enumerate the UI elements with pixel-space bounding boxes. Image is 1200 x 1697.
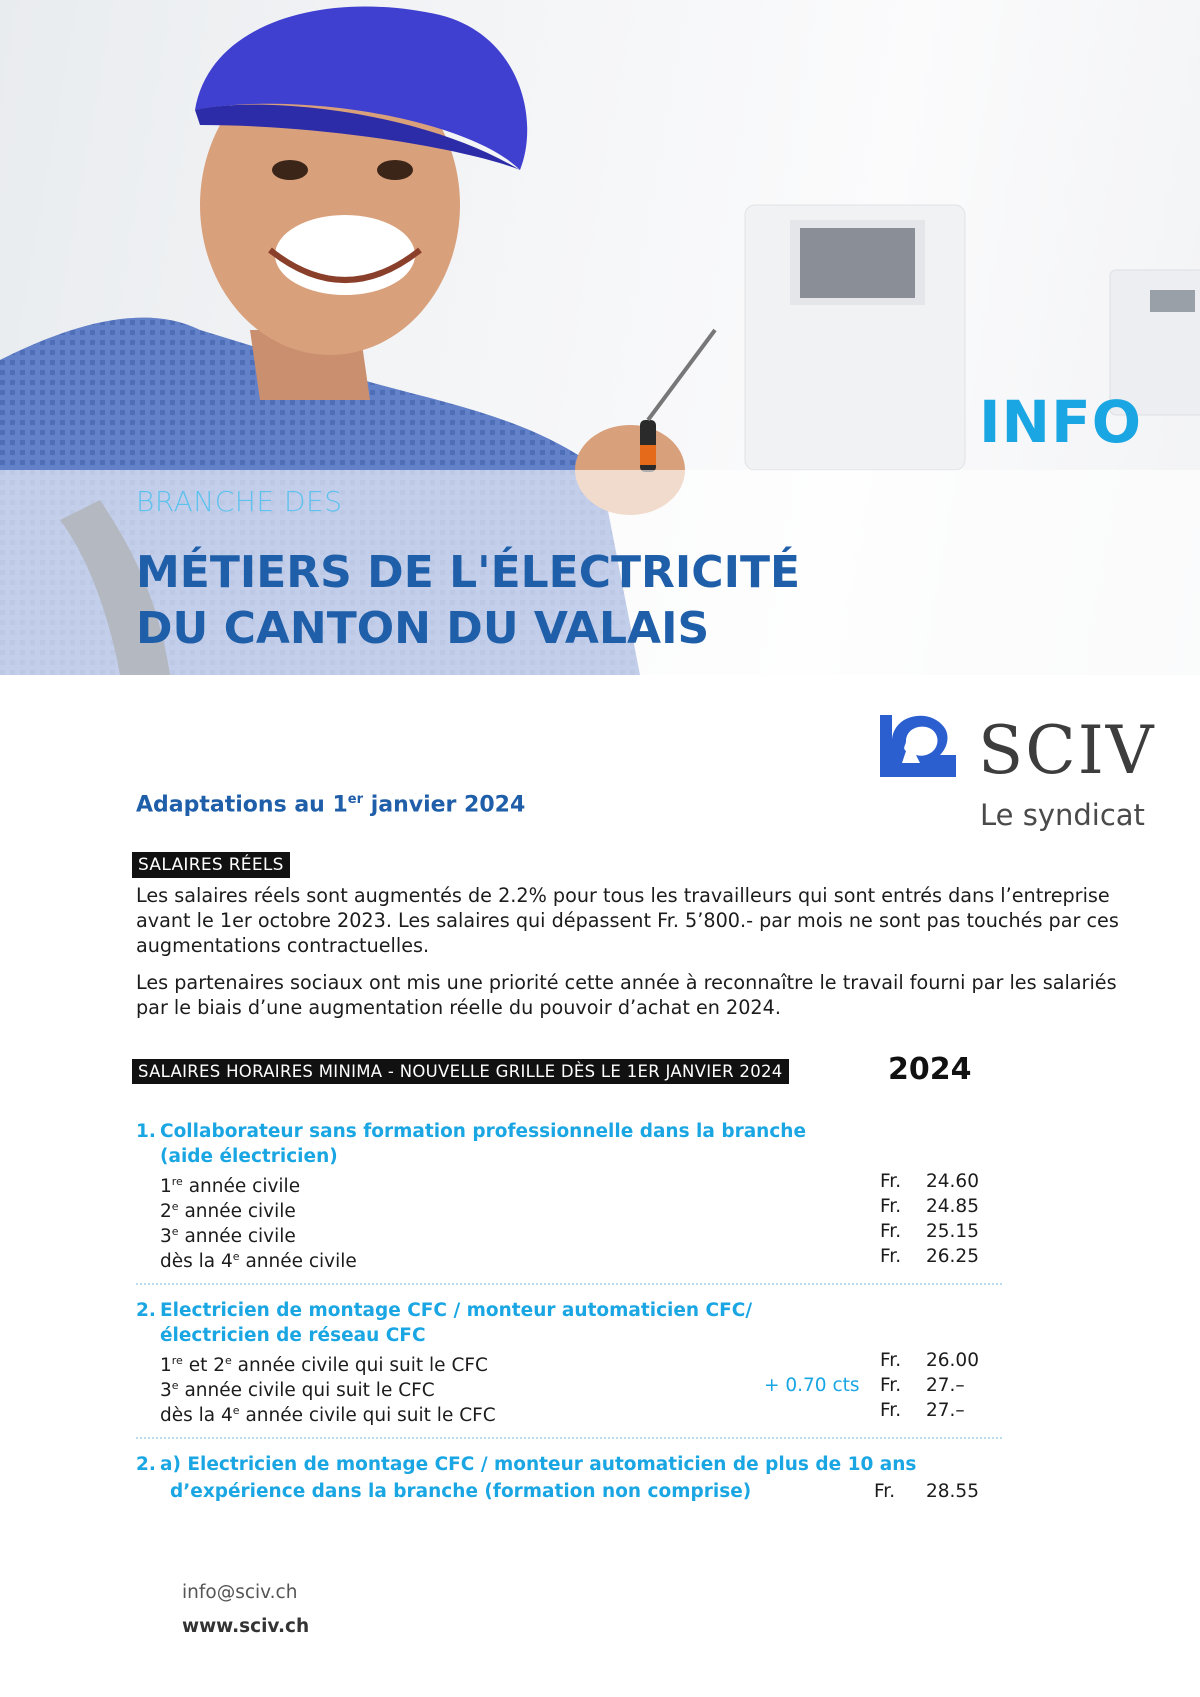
row-currency: Fr.	[880, 1400, 902, 1421]
row-label-sup: e	[171, 1225, 179, 1238]
section-1-title	[136, 1119, 1006, 1169]
adaptations-prefix: Adaptations au 1	[136, 792, 348, 818]
section-2-number: 2.	[136, 1300, 156, 1321]
logo-tagline: Le syndicat	[980, 798, 1145, 832]
row-currency: Fr.	[880, 1196, 902, 1217]
hero-photo	[0, 0, 1200, 675]
table-row	[136, 1398, 1006, 1427]
row-label-sup: re	[171, 1354, 183, 1367]
footer-email-link[interactable]: info@sciv.ch	[182, 1582, 298, 1603]
grid-year: 2024	[888, 1052, 972, 1087]
row-label-pre: 3	[160, 1226, 172, 1248]
salaires-reels-paragraph-1: Les salaires réels sont augmentés de 2.2% pour tous les travailleurs qui sont entrés dans l’entreprise avant le 1er octobre 2023. Les salaires qui dépassent Fr. 5’800.- par mois ne sont pas touchés par ces augmentations contractuelles.	[136, 884, 1119, 957]
row-currency: Fr.	[880, 1221, 902, 1242]
section-2a	[136, 1452, 1006, 1507]
branch-prefix: BRANCHE DES	[136, 485, 343, 518]
row-label-sup: e	[171, 1379, 179, 1392]
section-2-title-line-2: électricien de réseau CFC	[160, 1325, 426, 1346]
table-row	[136, 1169, 1006, 1198]
row-label-pre: dès la 4	[160, 1405, 233, 1427]
row-currency: Fr.	[880, 1375, 902, 1396]
adaptations-sup: er	[347, 792, 364, 807]
row-value: 26.25	[926, 1246, 979, 1267]
section-2a-title-line-1	[136, 1452, 1006, 1477]
row-value: 24.60	[926, 1171, 979, 1192]
salaires-reels-paragraph-2: Les partenaires sociaux ont mis une priorité cette année à reconnaître le travail fourni par les salariés par le biais d’une augmentation réelle du pouvoir d’achat en 2024.	[136, 971, 1117, 1019]
sciv-logo-icon	[880, 715, 956, 777]
section-2-title	[136, 1298, 1006, 1348]
section-2-title-line-1: Electricien de montage CFC / monteur automaticien CFC/	[160, 1300, 753, 1321]
section-1-title-line-2: (aide électricien)	[160, 1146, 338, 1167]
logo-name: SCIV	[978, 712, 1156, 789]
section-divider	[136, 1437, 1002, 1439]
section-2a-number: 2.	[136, 1454, 156, 1475]
salaires-reels-tag: SALAIRES RÉELS	[132, 852, 290, 878]
row-label-post: année civile	[239, 1251, 357, 1273]
row-label-pre: dès la 4	[160, 1251, 233, 1273]
row-label-mid: et 2	[182, 1355, 226, 1377]
section-divider	[136, 1283, 1002, 1285]
section-1-title-line-1: Collaborateur sans formation professionnelle dans la branche	[160, 1121, 807, 1142]
adaptations-heading	[136, 792, 525, 817]
row-currency: Fr.	[874, 1481, 896, 1502]
row-currency: Fr.	[880, 1171, 902, 1192]
section-2a-title-text: a) Electricien de montage CFC / monteur automaticien de plus de 10 ans	[160, 1454, 917, 1475]
table-row	[136, 1194, 1006, 1223]
table-row	[136, 1477, 1006, 1507]
row-value: 28.55	[926, 1481, 979, 1502]
row-label-pre: 1	[160, 1176, 172, 1198]
row-label-post: année civile	[178, 1226, 296, 1248]
table-row	[136, 1244, 1006, 1273]
page-title	[136, 545, 800, 657]
row-label-pre: 1	[160, 1355, 172, 1377]
row-label-sup: e	[232, 1250, 240, 1263]
grid-heading-tag: SALAIRES HORAIRES MINIMA - NOUVELLE GRILLE DÈS LE 1ER JANVIER 2024	[132, 1059, 789, 1084]
table-row	[136, 1219, 1006, 1248]
section-1-number: 1.	[136, 1121, 156, 1142]
row-value: 24.85	[926, 1196, 979, 1217]
row-label-sup: e	[171, 1200, 179, 1213]
row-value: 27.–	[926, 1400, 965, 1421]
row-label-sup: re	[171, 1175, 183, 1188]
table-row	[136, 1373, 1006, 1402]
row-label	[160, 1244, 357, 1274]
row-value: 25.15	[926, 1221, 979, 1242]
row-label-pre: 3	[160, 1380, 172, 1402]
row-label-post: année civile	[178, 1201, 296, 1223]
row-label-pre: 2	[160, 1201, 172, 1223]
row-label-sup2: e	[225, 1354, 232, 1367]
row-label-sup: e	[232, 1404, 240, 1417]
title-line-2: DU CANTON DU VALAIS	[136, 603, 710, 654]
footer-website-link[interactable]: www.sciv.ch	[182, 1616, 310, 1637]
wage-grid	[136, 1119, 1006, 1507]
adaptations-suffix: janvier 2024	[363, 792, 526, 818]
row-label-post: année civile qui suit le CFC	[231, 1355, 488, 1377]
row-label-post: année civile qui suit le CFC	[178, 1380, 435, 1402]
row-value: 27.–	[926, 1375, 965, 1396]
title-line-1: MÉTIERS DE L'ÉLECTRICITÉ	[136, 547, 801, 598]
row-label-post: année civile qui suit le CFC	[239, 1405, 496, 1427]
row-label-post: année civile	[182, 1176, 301, 1198]
info-label: INFO	[978, 388, 1142, 456]
row-value: 26.00	[926, 1350, 979, 1371]
table-row	[136, 1348, 1006, 1377]
section-2a-title-line-2: d’expérience dans la branche (formation non comprise)	[170, 1481, 752, 1502]
row-currency: Fr.	[880, 1350, 902, 1371]
row-currency: Fr.	[880, 1246, 902, 1267]
row-label	[160, 1398, 496, 1428]
row-extra: + 0.70 cts	[764, 1375, 860, 1396]
